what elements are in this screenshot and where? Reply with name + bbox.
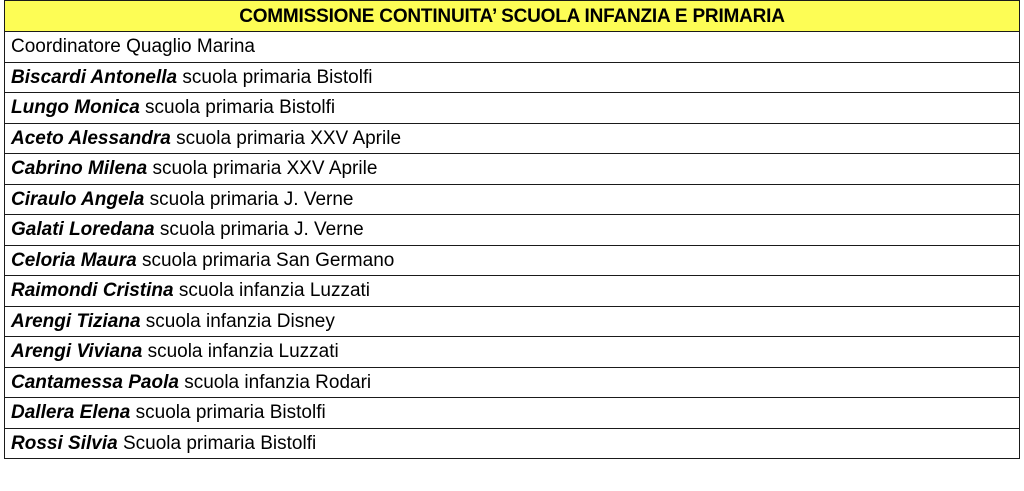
member-cell xyxy=(5,398,1020,429)
member-row xyxy=(5,123,1020,154)
member-row xyxy=(5,276,1020,307)
member-row xyxy=(5,398,1020,429)
member-school: scuola primaria J. Verne xyxy=(159,219,364,241)
member-cell xyxy=(5,93,1020,124)
member-school: scuola infanzia Luzzati xyxy=(178,280,371,302)
member-cell xyxy=(5,123,1020,154)
member-row xyxy=(5,337,1020,368)
member-name: Rossi Silvia xyxy=(11,432,118,454)
member-row xyxy=(5,93,1020,124)
member-school: scuola primaria XXV Aprile xyxy=(152,158,378,180)
member-row xyxy=(5,215,1020,246)
member-name: Dallera Elena xyxy=(11,402,131,424)
commission-table xyxy=(4,0,1020,459)
member-school: scuola primaria Bistolfi xyxy=(135,402,326,424)
member-cell xyxy=(5,306,1020,337)
coordinator-cell: Coordinatore Quaglio Marina xyxy=(5,32,1020,63)
member-school: scuola primaria Bistolfi xyxy=(182,66,373,88)
member-name: Arengi Tiziana xyxy=(11,310,141,332)
member-name: Biscardi Antonella xyxy=(11,66,178,88)
member-school: Scuola primaria Bistolfi xyxy=(122,432,317,454)
header-row xyxy=(5,1,1020,32)
member-row xyxy=(5,154,1020,185)
member-school: scuola primaria Bistolfi xyxy=(145,97,336,119)
member-cell xyxy=(5,367,1020,398)
member-row xyxy=(5,428,1020,459)
member-name: Arengi Viviana xyxy=(11,341,143,363)
member-name: Celoria Maura xyxy=(11,249,137,271)
member-name: Aceto Alessandra xyxy=(11,127,171,149)
member-cell xyxy=(5,184,1020,215)
member-row xyxy=(5,184,1020,215)
member-cell xyxy=(5,428,1020,459)
member-cell xyxy=(5,276,1020,307)
member-school: scuola infanzia Luzzati xyxy=(147,341,339,363)
member-name: Cabrino Milena xyxy=(11,158,148,180)
member-school: scuola primaria San Germano xyxy=(141,249,395,271)
member-row xyxy=(5,367,1020,398)
member-cell xyxy=(5,62,1020,93)
member-cell xyxy=(5,215,1020,246)
member-school: scuola infanzia Rodari xyxy=(184,371,372,393)
table-title: COMMISSIONE CONTINUITA’ SCUOLA INFANZIA E PRIMARIA xyxy=(5,1,1020,32)
member-school: scuola infanzia Disney xyxy=(145,310,335,332)
member-school: scuola primaria J. Verne xyxy=(149,188,354,210)
member-name: Galati Loredana xyxy=(11,219,155,241)
member-school: scuola primaria XXV Aprile xyxy=(176,127,402,149)
commission-table-container xyxy=(4,0,1020,459)
member-name: Lungo Monica xyxy=(11,97,140,119)
member-row xyxy=(5,245,1020,276)
member-cell xyxy=(5,154,1020,185)
member-name: Raimondi Cristina xyxy=(11,280,174,302)
member-cell xyxy=(5,245,1020,276)
member-row xyxy=(5,306,1020,337)
member-name: Ciraulo Angela xyxy=(11,188,145,210)
member-cell xyxy=(5,337,1020,368)
member-name: Cantamessa Paola xyxy=(11,371,179,393)
coordinator-row xyxy=(5,32,1020,63)
member-row xyxy=(5,62,1020,93)
